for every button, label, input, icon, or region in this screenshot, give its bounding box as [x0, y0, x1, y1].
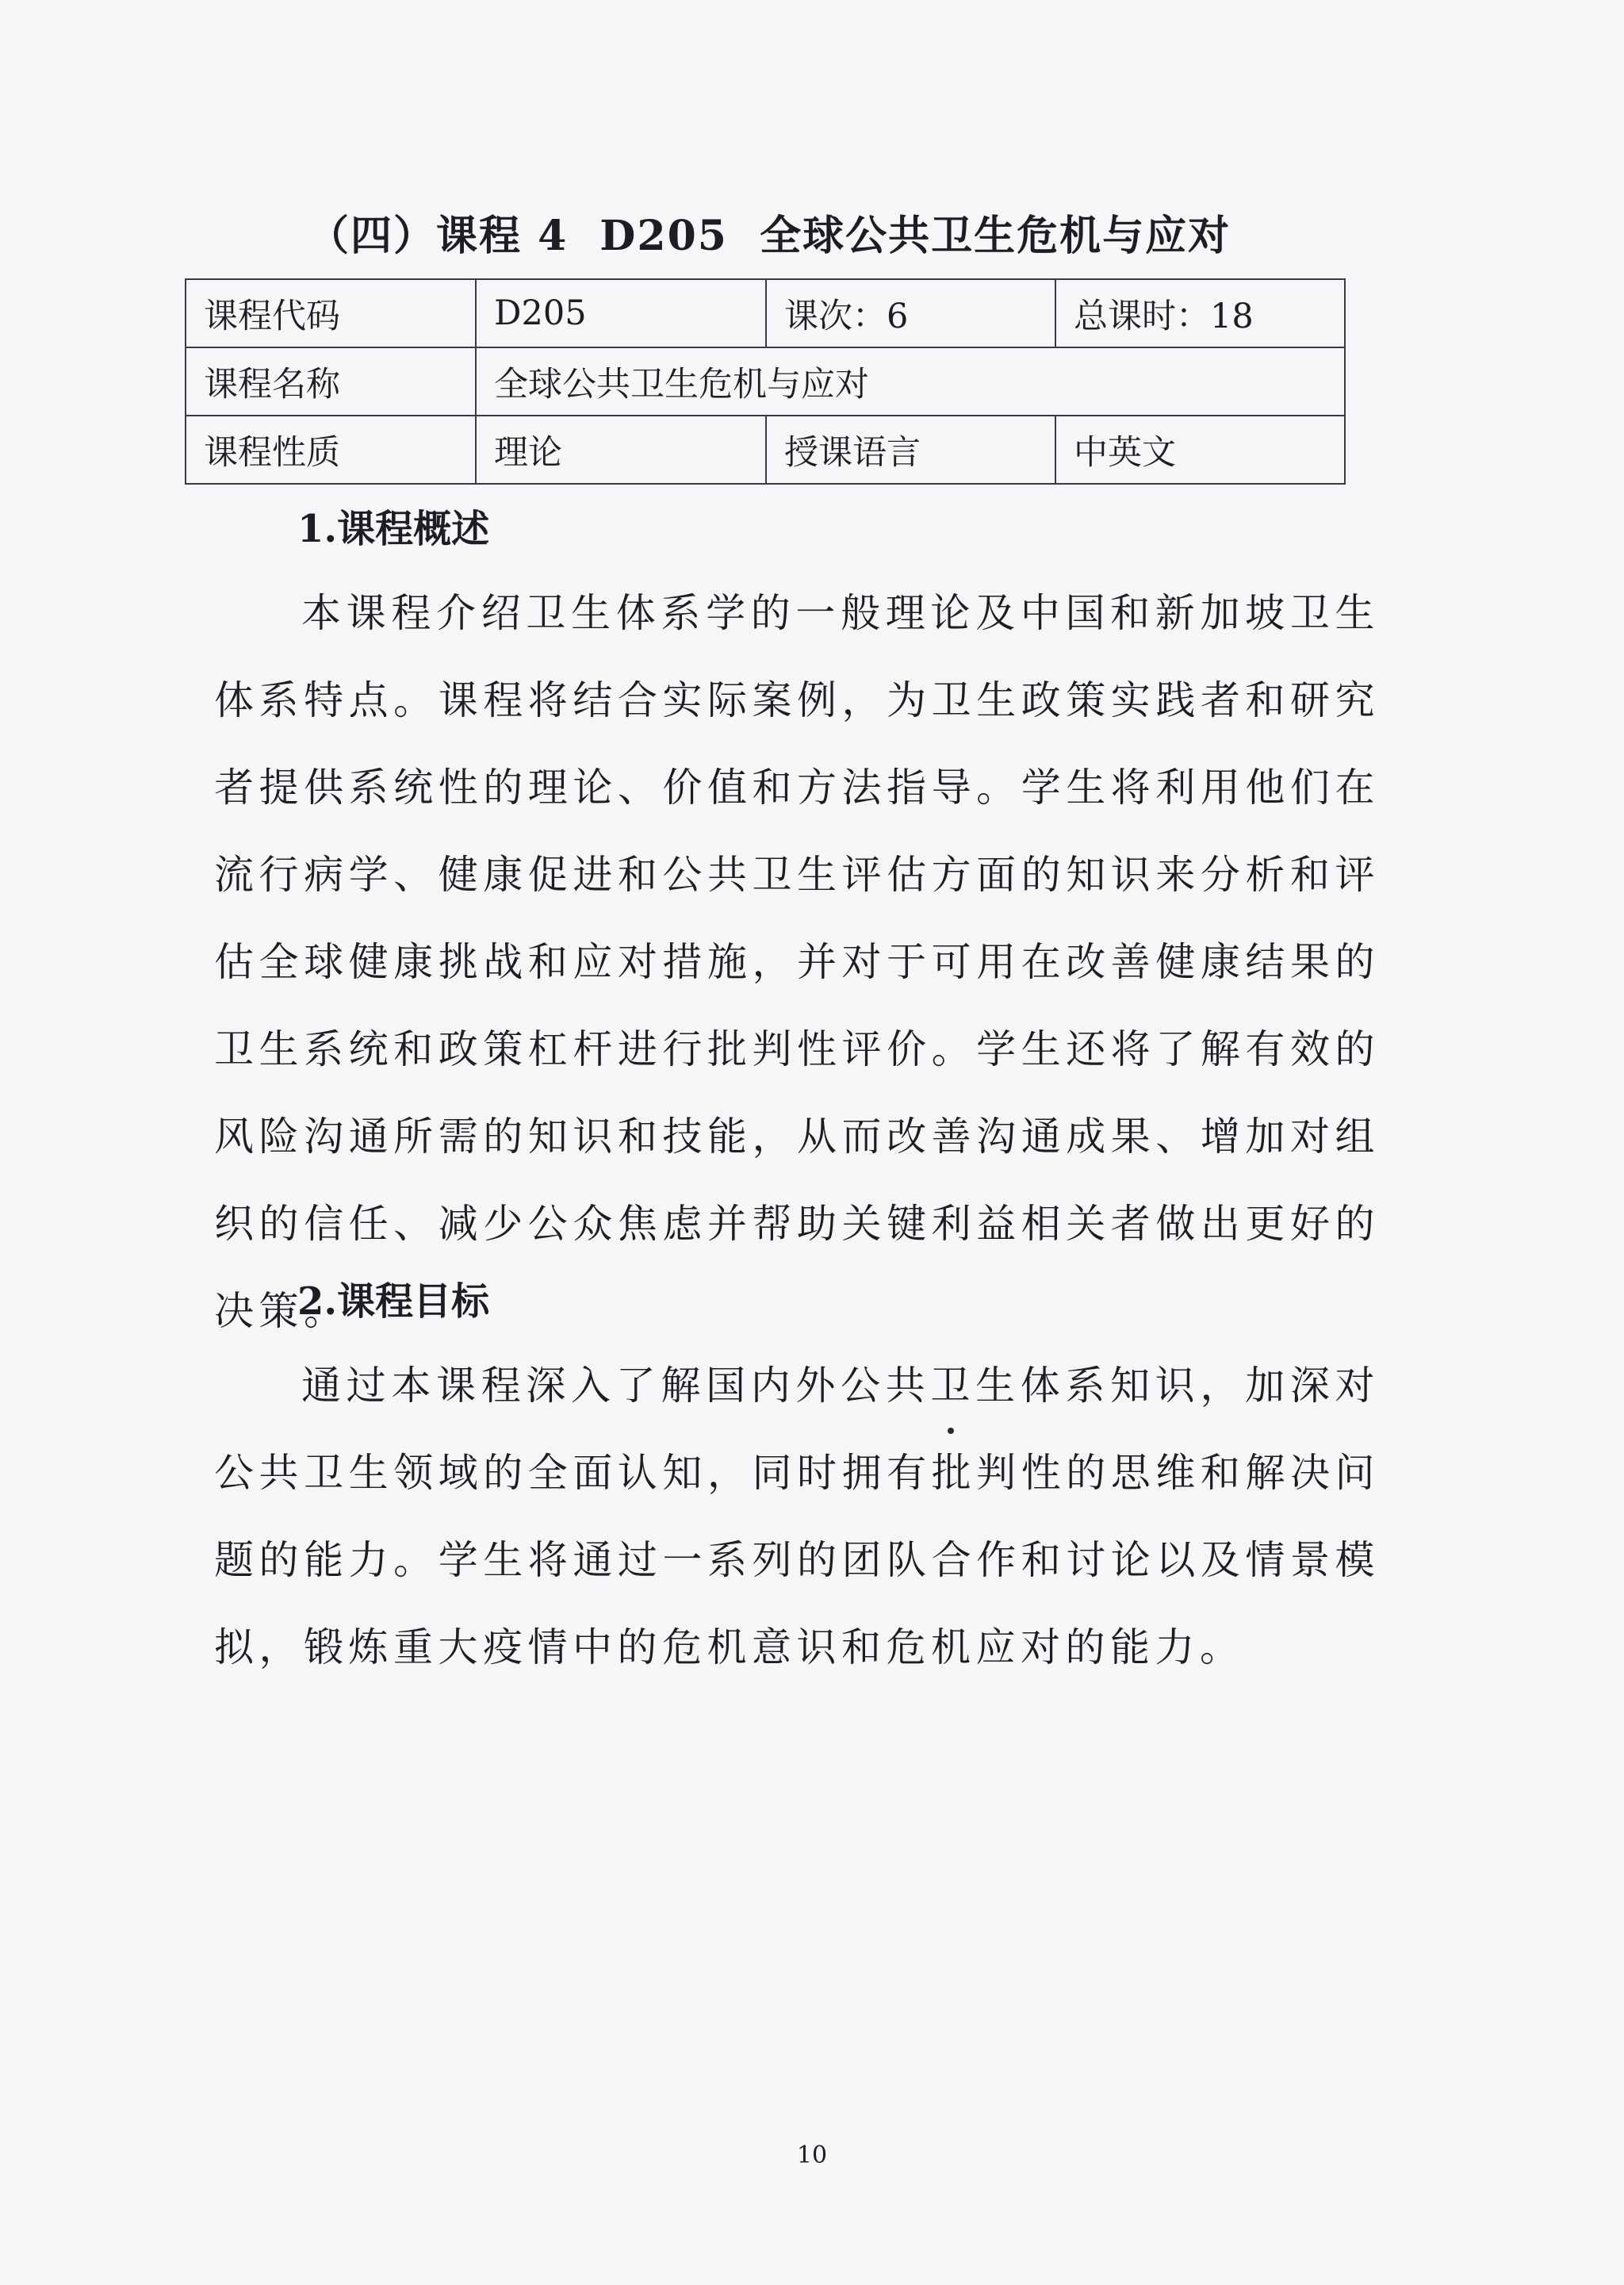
- value-course-code: D205: [476, 279, 766, 347]
- table-row: [186, 347, 1345, 416]
- label-course-type: 课程性质: [186, 416, 476, 484]
- section-body-overview: 本课程介绍卫生体系学的一般理论及中国和新加坡卫生体系特点。课程将结合实际案例，为卫生政策实践者和研究者提供系统性的理论、价值和方法指导。学生将利用他们在流行病学、健康促进和公共卫生评估方面的知识来分析和评估全球健康挑战和应对措施，并对于可用在改善健康结果的卫生系统和政策杠杆进行批判性评价。学生还将了解有效的风险沟通所需的知识和技能，从而改善沟通成果、增加对组织的信任、减少公众焦虑并帮助关键利益相关者做出更好的决策。: [214, 590, 1380, 1334]
- course-heading-name: 全球公共卫生危机与应对: [760, 212, 1231, 260]
- label-language: 授课语言: [766, 416, 1055, 484]
- course-heading-code: D205: [599, 212, 728, 260]
- value-course-name: 全球公共卫生危机与应对: [476, 347, 1345, 416]
- value-total-hours: 总课时：18: [1055, 279, 1345, 347]
- page-number: 10: [796, 2141, 828, 2169]
- course-heading-prefix: （四）课程 4: [308, 212, 569, 260]
- section-title-overview: 1.课程概述: [297, 507, 490, 551]
- label-course-code: 课程代码: [186, 279, 476, 347]
- table-row: [186, 279, 1345, 347]
- course-info-table: [185, 278, 1346, 485]
- section-title-objectives: 2.课程目标: [297, 1279, 490, 1324]
- value-course-type: 理论: [476, 416, 766, 484]
- value-sessions: 课次：6: [766, 279, 1055, 347]
- value-language: 中英文: [1055, 416, 1345, 484]
- table-row: [186, 416, 1345, 484]
- scan-speck: [948, 1428, 954, 1434]
- section-body-objectives: 通过本课程深入了解国内外公共卫生体系知识，加深对公共卫生领域的全面认知，同时拥有批判性的思维和解决问题的能力。学生将通过一系列的团队合作和讨论以及情景模拟，锻炼重大疫情中的危机意识和危机应对的能力。: [214, 1363, 1380, 1670]
- course-heading: [308, 202, 1231, 262]
- label-course-name: 课程名称: [186, 347, 476, 416]
